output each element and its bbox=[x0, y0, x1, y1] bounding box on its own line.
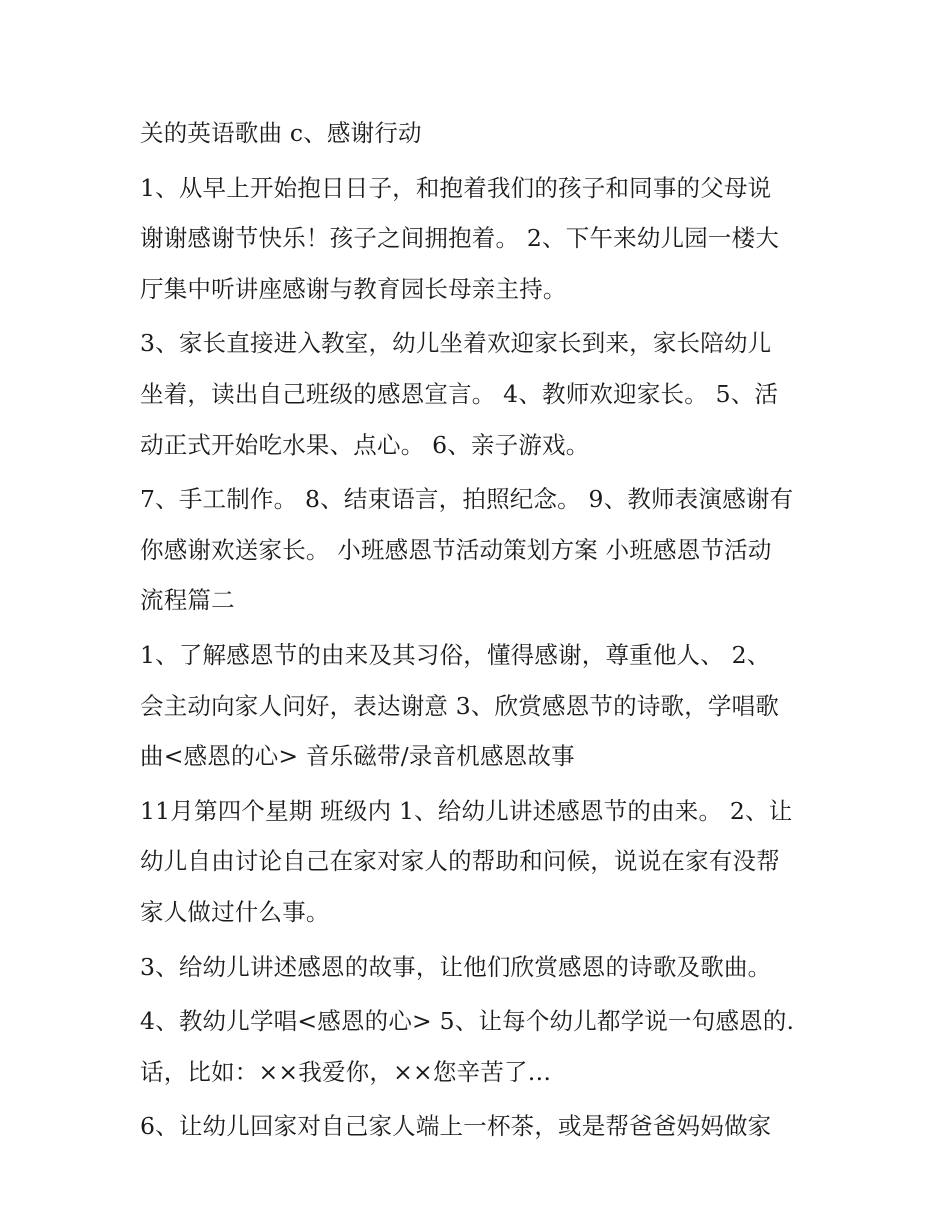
text-line: 厅集中听讲座感谢与教育园长母亲主持。 bbox=[140, 274, 567, 303]
text-line: 1、从早上开始抱日日子，和抱着我们的孩子和同事的父母说 bbox=[140, 173, 772, 202]
text-line: 3、家长直接进入教室，幼儿坐着欢迎家长到来，家长陪幼儿 bbox=[140, 329, 772, 358]
paragraph bbox=[140, 996, 820, 1097]
paragraph bbox=[140, 1101, 820, 1152]
text-line: 动正式开始吃水果、点心。 6、亲子游戏。 bbox=[140, 430, 590, 459]
paragraph bbox=[140, 163, 820, 315]
text-line: 曲<感恩的心> 音乐磁带/录音机感恩故事 bbox=[140, 742, 575, 771]
text-line: 流程篇二 bbox=[140, 586, 235, 615]
text-line: 7、手工制作。 8、结束语言，拍照纪念。 9、教师表演感谢有 bbox=[140, 485, 794, 514]
paragraph bbox=[140, 318, 820, 470]
text-line: 谢谢感谢节快乐！孩子之间拥抱着。 2、下午来幼儿园一楼大 bbox=[140, 224, 780, 253]
paragraph bbox=[140, 786, 820, 938]
paragraph bbox=[140, 942, 820, 993]
text-line: 坐着，读出自己班级的感恩宣言。 4、教师欢迎家长。 5、活 bbox=[140, 379, 779, 408]
text-line: 话，比如：××我爱你，××您辛苦了… bbox=[140, 1057, 552, 1086]
paragraph bbox=[140, 630, 820, 782]
text-line: 关的英语歌曲 c、感谢行动 bbox=[140, 119, 422, 147]
text-line: 11月第四个星期 班级内 1、给幼儿讲述感恩节的由来。 2、让 bbox=[140, 796, 793, 825]
text-line: 幼儿自由讨论自己在家对家人的帮助和问候，说说在家有没帮 bbox=[140, 847, 780, 876]
text-line: 6、让幼儿回家对自己家人端上一杯茶，或是帮爸爸妈妈做家 bbox=[140, 1112, 772, 1141]
document-body bbox=[140, 108, 820, 1156]
text-line: 你感谢欢送家长。 小班感恩节活动策划方案 小班感恩节活动 bbox=[140, 535, 772, 564]
paragraph bbox=[140, 108, 820, 159]
paragraph bbox=[140, 474, 820, 626]
text-line: 3、给幼儿讲述感恩的故事，让他们欣赏感恩的诗歌及歌曲。 bbox=[140, 952, 772, 981]
text-line: 4、教幼儿学唱<感恩的心> 5、让每个幼儿都学说一句感恩的. bbox=[140, 1007, 795, 1036]
text-line: 会主动向家人问好，表达谢意 3、欣赏感恩节的诗歌，学唱歌 bbox=[140, 691, 780, 720]
text-line: 1、了解感恩节的由来及其习俗，懂得感谢，尊重他人、 2、 bbox=[140, 640, 771, 669]
text-line: 家人做过什么事。 bbox=[140, 897, 330, 926]
